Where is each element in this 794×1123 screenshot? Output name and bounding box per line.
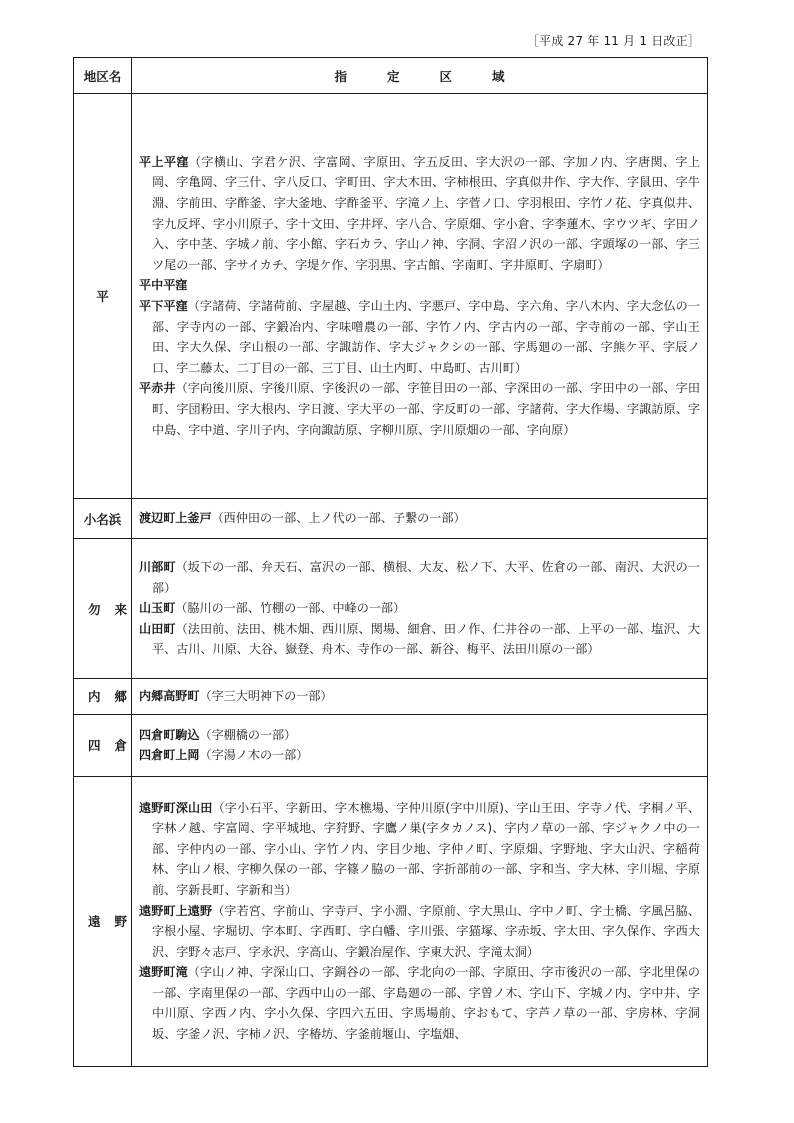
revision-date: ［平成 27 年 11 月 1 日改正］: [526, 34, 700, 48]
zone-entry: [139, 798, 700, 901]
place-detail: （西仲田の一部、上ノ代の一部、子繋の一部）: [211, 511, 466, 526]
zone-entry: [139, 962, 700, 1044]
designated-zone-table: [73, 57, 708, 1067]
zone-cell: [132, 776, 708, 1066]
area-name: 平: [74, 94, 132, 499]
table-row: [74, 776, 708, 1066]
place-name: 遠野町上遠野: [139, 903, 213, 918]
place-name: 遠野町滝: [139, 965, 188, 980]
place-name: 四倉町上岡: [139, 748, 200, 763]
zone-entry: [139, 557, 700, 598]
place-detail: （字諸荷、字諸荷前、字屋越、字山土内、字悪戸、字中島、字六角、字八木内、字大念仏の一部、字寺内の一部、字鍛冶内、字味噌農の一部、字竹ノ内、字古内の一部、字寺前の一部、字山王田、字大久保、字山根の一部、字諏訪作、字大ジャクシの一部、字馬廻の一部、字熊ケ平、字辰ノ口、字二藤太、二丁目の一部、三丁目、山土内町、中島町、古川町）: [152, 299, 700, 375]
area-name: 小名浜: [74, 499, 132, 539]
zone-entry: [139, 725, 700, 746]
header-zone: 指定区域: [132, 58, 708, 94]
place-name: 遠野町深山田: [139, 800, 213, 815]
place-name: 渡辺町上釜戸: [139, 511, 212, 526]
header-region: 地区名: [74, 58, 132, 94]
place-detail: （字横山、字君ケ沢、字富岡、字原田、字五反田、字大沢の一部、字加ノ内、字唐関、字上岡、字亀岡、字三什、字八反口、字町田、字大木田、字柿根田、字真似井作、字大作、字鼠田、字牛淵、字前田、字酢釜、字大釜地、字酢釜平、字滝ノ上、字菅ノ口、字羽根田、字竹ノ花、字真似井、字九反坪、字小川原子、字十文田、字井坪、字八合、字原畑、字小倉、字李蓮木、字ウツギ、字田ノ入、字中茎、字城ノ前、字小館、字石カラ、字山ノ神、字洞、字沼ノ沢の一部、字頭塚の一部、字三ツ尾の一部、字サイカチ、字堤ケ作、字羽黒、字古館、字南町、字井原町、字扇町）: [152, 154, 700, 272]
table-row: [74, 94, 708, 499]
place-name: 川部町: [139, 560, 176, 575]
area-name: 遠野: [74, 776, 132, 1066]
zone-entry: [139, 686, 700, 707]
zone-cell: [132, 714, 708, 776]
place-detail: （字山ノ神、字深山口、字銅谷の一部、字北向の一部、字原田、字市後沢の一部、字北里保の一部、字南里保の一部、字西中山の一部、字島廻の一部、字曽ノ木、字山下、字城ノ内、字中井、字中川原、字西ノ内、字小久保、字四六五田、字馬場前、字おもて、字芦ノ草の一部、字房林、字洞坂、字釜ノ沢、字柿ノ沢、字椿坊、字釜前堰山、字塩畑、: [152, 965, 700, 1042]
zone-cell: [132, 679, 708, 715]
zone-entry: [139, 275, 700, 296]
zone-entry: [139, 619, 700, 660]
zone-entry: [139, 378, 700, 440]
zone-entry: [139, 508, 700, 529]
table-header-row: [74, 58, 708, 94]
place-detail: （脇川の一部、竹棚の一部、中峰の一部）: [175, 601, 406, 616]
place-detail: （字若宮、字前山、字寺戸、字小淵、字原前、字大黒山、字中ノ町、字土橋、字風呂脇、字根小屋、字堀切、字本町、字西町、字白幡、字川張、字猫塚、字赤坂、字太田、字久保作、字西大沢、字野々志戸、字永沢、字高山、字鍛冶屋作、字東大沢、字滝太洞）: [152, 903, 700, 959]
zone-entry: [139, 598, 700, 619]
zone-cell: [132, 499, 708, 539]
zone-entry: [139, 901, 700, 963]
zone-entry: [139, 296, 700, 378]
table-row: [74, 679, 708, 715]
area-name: 勿来: [74, 539, 132, 679]
place-detail: （法田前、法田、桃木畑、西川原、関場、細倉、田ノ作、仁井谷の一部、上平の一部、塩沢、大平、古川、川原、大谷、嶽登、舟木、寺作の一部、新谷、梅平、法田川原の一部）: [152, 621, 700, 657]
place-detail: （坂下の一部、弁天石、富沢の一部、横根、大友、松ノ下、大平、佐倉の一部、南沢、大沢の一部）: [152, 560, 700, 595]
place-detail: （字棚橋の一部）: [199, 727, 297, 742]
table-row: [74, 539, 708, 679]
zone-cell: [132, 94, 708, 499]
place-name: 山田町: [139, 621, 176, 636]
zone-entry: [139, 152, 700, 276]
place-name: 山玉町: [139, 601, 176, 616]
table-row: [74, 499, 708, 539]
place-name: 内郷高野町: [139, 689, 200, 703]
place-name: 平下平窪: [139, 299, 188, 313]
place-detail: （字湯ノ木の一部）: [199, 748, 309, 763]
place-name: 平上平窪: [139, 154, 189, 169]
table-row: [74, 714, 708, 776]
place-detail: （字三大明神下の一部）: [199, 689, 333, 703]
zone-cell: [132, 539, 708, 679]
place-name: 四倉町駒込: [139, 727, 200, 742]
zone-entry: [139, 745, 700, 766]
place-name: 平中平窪: [139, 278, 188, 293]
place-name: 平赤井: [139, 381, 176, 396]
place-detail: （字向後川原、字後川原、字後沢の一部、字笹目田の一部、字深田の一部、字田中の一部、字田町、字団粉田、字大根内、字日渡、字大平の一部、字反町の一部、字諸荷、字大作場、字諏訪原、字中島、字中道、字川子内、字向諏訪原、字柳川原、字川原畑の一部、字向原）: [152, 381, 700, 437]
area-name: 内郷: [74, 679, 132, 715]
area-name: 四倉: [74, 714, 132, 776]
place-detail: （字小石平、字新田、字木樵場、字仲川原(字中川原)、字山王田、字寺ノ代、字桐ノ平、字林ノ越、字富岡、字平城地、字狩野、字鷹ノ巣(字タカノス)、字内ノ草の一部、字ジャクノ中の一部、字仲内の一部、字小山、字竹ノ内、字目少地、字仲ノ町、字原畑、字野地、字大山沢、字稲荷林、字山ノ根、字柳久保の一部、字篠ノ脇の一部、字折部前の一部、字和当、字大林、字川堀、字原前、字新長町、字新和当）: [152, 800, 700, 897]
